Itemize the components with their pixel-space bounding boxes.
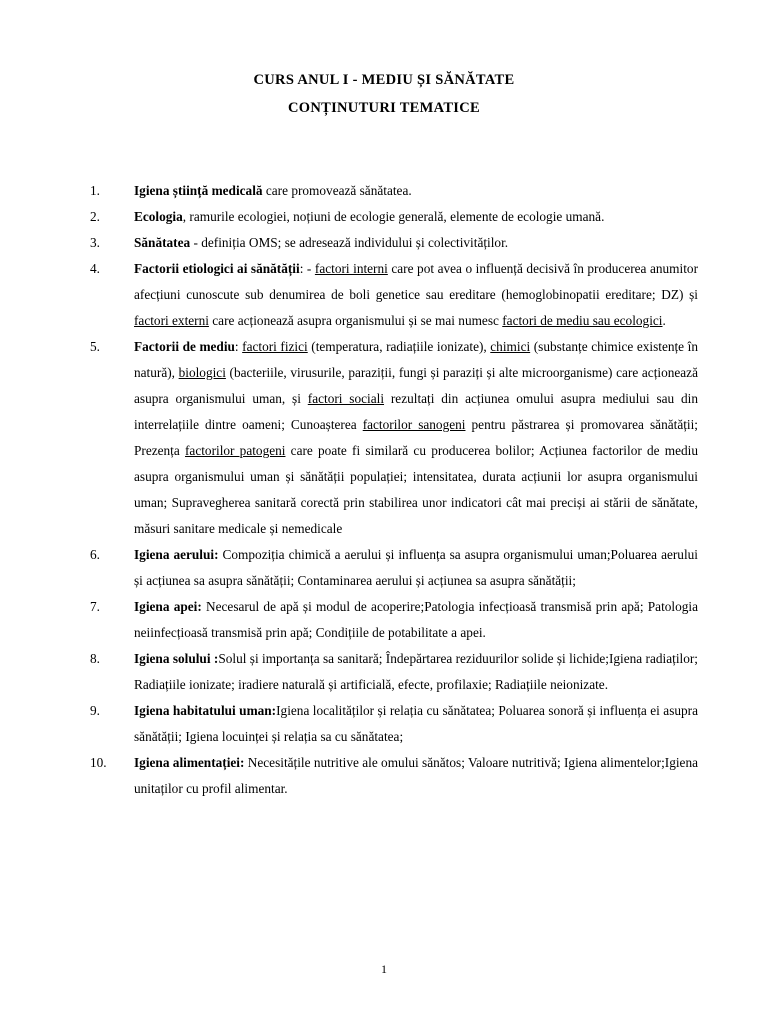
topic-text bbox=[134, 209, 604, 224]
topic-number: 1. bbox=[90, 183, 100, 198]
underlined-term: factori interni bbox=[314, 261, 388, 276]
topic-description: (bacteriile, virusurile, paraziții, fungi și paraziți și alte microorganisme) care acționează asupra organismului uman, și bbox=[134, 365, 698, 406]
underlined-term: factorilor patogeni bbox=[185, 443, 286, 458]
topic-heading: Sănătatea bbox=[134, 235, 191, 250]
topic-description: care acționează asupra organismului și se mai numesc bbox=[208, 313, 503, 328]
topic-heading: Ecologia bbox=[134, 209, 183, 224]
topic-number: 4. bbox=[90, 261, 100, 276]
topic-heading: Igiena solului : bbox=[134, 651, 219, 666]
underlined-term: factori de mediu sau ecologici bbox=[502, 313, 663, 328]
topic-item bbox=[90, 334, 698, 542]
topic-number: 7. bbox=[90, 599, 100, 614]
topic-description: care poate fi similară cu producerea bolilor; Acțiunea factorilor de mediu asupra organismului uman și sănătății populației; intensitatea, durata acțiunii lor asupra organismului uman; Supravegherea sanitară corectă prin stabilirea unor indicatori cât mai preciși ai stării de sănătate, măsuri sanitare medicale și nemedicale bbox=[134, 443, 698, 536]
topic-description: Igiena localităților și relația cu sănătatea; Poluarea sonoră și influența ei asupra sănătății; Igiena locuinței și relația sa cu sănătatea; bbox=[134, 703, 699, 744]
topic-number: 10. bbox=[90, 755, 107, 770]
topic-heading: Igiena alimentației: bbox=[134, 755, 245, 770]
topic-heading: Factorii de mediu bbox=[134, 339, 235, 354]
topic-list bbox=[90, 178, 698, 802]
topic-text bbox=[134, 261, 698, 328]
topic-description: Solul și importanța sa sanitară; Îndepărtarea reziduurilor solide și lichide;Igiena radiaților; Radiațiile ionizate; iradiere naturală și artificială, efecte, profilaxie; Radiațiile neionizate. bbox=[134, 651, 698, 692]
underlined-term: factorilor sanogeni bbox=[362, 417, 466, 432]
topic-description: . bbox=[662, 313, 666, 328]
topic-text bbox=[134, 599, 698, 640]
topic-item bbox=[90, 256, 698, 334]
topic-number: 5. bbox=[90, 339, 100, 354]
topic-description: care pot avea o influență decisivă în producerea anumitor afecțiuni cunoscute sub denumirea de boli genetice sau ereditare (hemoglobinopatii ereditare; DZ) și bbox=[134, 261, 698, 302]
topic-item bbox=[90, 750, 698, 802]
topic-heading: Igiena apei: bbox=[134, 599, 202, 614]
topic-number: 9. bbox=[90, 703, 100, 718]
topic-description: - definiția OMS; se adresează individului și colectivităților. bbox=[190, 235, 509, 250]
topic-description: : bbox=[234, 339, 243, 354]
underlined-term: chimici bbox=[490, 339, 531, 354]
underlined-term: factori fizici bbox=[242, 339, 308, 354]
topic-item bbox=[90, 204, 698, 230]
topic-description: Compoziția chimică a aerului și influența sa asupra organismului uman;Poluarea aerului și acțiunea sa asupra sănătății; Contaminarea aerului și acțiunea sa asupra sănătății; bbox=[134, 547, 698, 588]
topic-description: (substanțe chimice existențe în natură), bbox=[134, 339, 698, 380]
topic-text bbox=[134, 755, 698, 796]
topic-item bbox=[90, 230, 698, 256]
topic-text bbox=[134, 703, 698, 744]
topic-number: 2. bbox=[90, 209, 100, 224]
topic-heading: Factorii etiologici ai sănătății bbox=[134, 261, 300, 276]
topic-item bbox=[90, 594, 698, 646]
topic-description: (temperatura, radiațiile ionizate), bbox=[307, 339, 491, 354]
underlined-term: biologici bbox=[178, 365, 226, 380]
topic-text bbox=[134, 339, 698, 536]
page-number: 1 bbox=[381, 962, 387, 976]
topic-number: 6. bbox=[90, 547, 100, 562]
underlined-term: factori externi bbox=[134, 313, 209, 328]
topic-item bbox=[90, 698, 698, 750]
topic-description: rezultați din acțiunea omului asupra mediului sau din interrelațiile dintre oameni; Cunoașterea bbox=[134, 391, 699, 432]
topic-text bbox=[134, 651, 698, 692]
topic-text bbox=[134, 183, 412, 198]
topic-item bbox=[90, 646, 698, 698]
topic-description: Necesitățile nutritive ale omului sănătos; Valoare nutritivă; Igiena alimentelor;Igiena unitaților cu profil alimentar. bbox=[134, 755, 699, 796]
topic-description: Necesarul de apă și modul de acoperire;Patologia infecțioasă transmisă prin apă; Patologia neiinfecțioasă transmisă prin apă; Condițiile de potabilitate a apei. bbox=[134, 599, 698, 640]
topic-heading: Igiena aerului: bbox=[134, 547, 219, 562]
topic-item bbox=[90, 542, 698, 594]
topic-text bbox=[134, 235, 508, 250]
topic-description: , ramurile ecologiei, noțiuni de ecologie generală, elemente de ecologie umană. bbox=[182, 209, 605, 224]
topic-heading: Igiena știință medicală bbox=[134, 183, 263, 198]
topic-text bbox=[134, 547, 698, 588]
topic-description: care promovează sănătatea. bbox=[262, 183, 412, 198]
underlined-term: factori sociali bbox=[307, 391, 385, 406]
topic-number: 8. bbox=[90, 651, 100, 666]
topic-number: 3. bbox=[90, 235, 100, 250]
section-title: CONȚINUTURI TEMATICE bbox=[288, 100, 480, 116]
topic-item bbox=[90, 178, 698, 204]
topic-description: : - bbox=[299, 261, 315, 276]
topic-heading: Igiena habitatului uman: bbox=[134, 703, 277, 718]
topic-description: pentru păstrarea și promovarea sănătății; Prezența bbox=[134, 417, 698, 458]
course-title: CURS ANUL I - MEDIU ȘI SĂNĂTATE bbox=[253, 72, 515, 88]
